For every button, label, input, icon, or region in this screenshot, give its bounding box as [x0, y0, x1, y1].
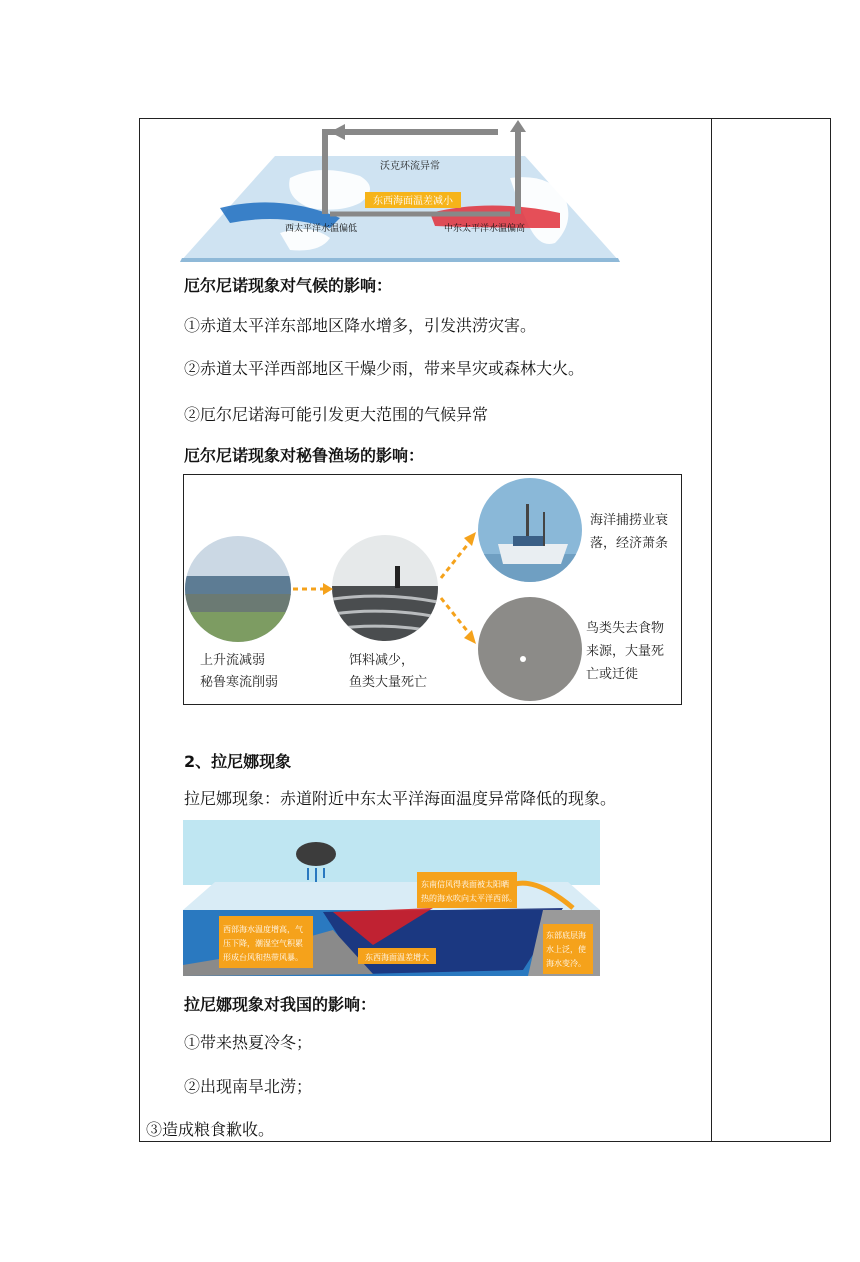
west-label-line-3: 形成台风和热带风暴。 [223, 953, 303, 962]
fish-caption-line-1: 饵料减少， [349, 653, 415, 668]
lanina-china-item-2: ②出现南旱北涝； [184, 1077, 313, 1096]
elnino-climate-item-2: ②赤道太平洋西部地区干燥少雨，带来旱灾或森林大火。 [184, 359, 585, 378]
elnino-climate-item-3: ②厄尔尼诺海可能引发更大范围的气候异常 [184, 405, 489, 424]
sky-area [183, 820, 600, 885]
fishing-caption-line-1: 海洋捕捞业衰 [590, 513, 669, 528]
lanina-section-title: 2、拉尼娜现象 [184, 752, 292, 771]
peru-fishery-diagram [183, 474, 682, 705]
elnino-climate-item-1: ①赤道太平洋东部地区降水增多，引发洪涝灾害。 [184, 316, 537, 335]
trade-wind-label-line-1: 东南信风得表面被太阳晒 [421, 880, 509, 889]
arrow-left-icon [330, 124, 345, 140]
lanina-china-item-3: ③造成粮食歉收。 [146, 1120, 275, 1139]
elnino-fishery-heading: 厄尔尼诺现象对秘鲁渔场的影响： [184, 446, 425, 465]
birds-caption-line-1: 鸟类失去食物 [586, 621, 665, 636]
storm-cloud-icon [296, 842, 336, 866]
walker-circulation-label: 沃克环流异常 [380, 161, 440, 172]
east-label-line-2: 水上泛，使 [546, 945, 586, 954]
fish-caption-line-2: 鱼类大量死亡 [349, 675, 428, 690]
east-label-line-3: 海水变冷。 [546, 959, 586, 968]
upwelling-caption-line-2: 秘鲁寒流削弱 [200, 675, 279, 690]
lanina-china-heading: 拉尼娜现象对我国的影响： [184, 995, 377, 1014]
elnino-climate-heading: 厄尔尼诺现象对气候的影响： [184, 276, 393, 295]
lanina-diagram [183, 820, 600, 978]
birds-caption-line-3: 亡或迁徙 [586, 667, 639, 682]
center-label: 东西海面温差增大 [365, 953, 429, 962]
west-label-line-1: 西部海水温度增高，气 [223, 925, 303, 934]
east-pacific-label: 中东太平洋水温偏高 [444, 224, 526, 234]
west-pacific-label: 西太平洋水温偏低 [285, 224, 358, 234]
lanina-definition: 拉尼娜现象：赤道附近中东太平洋海面温度异常降低的现象。 [184, 789, 617, 808]
lanina-china-item-1: ①带来热夏冷冬； [184, 1033, 313, 1052]
birds-caption-line-2: 来源，大量死 [586, 644, 665, 659]
west-label-line-2: 压下降，潮湿空气积累 [223, 939, 303, 948]
upwelling-caption-line-1: 上升流减弱 [200, 653, 266, 668]
column-divider [711, 119, 712, 1141]
east-label-line-1: 东部底层海 [546, 931, 586, 940]
trade-wind-label-line-2: 热的海水吹向太平洋西部。 [421, 894, 517, 903]
fishing-caption-line-2: 落，经济萧条 [590, 536, 669, 551]
arrow-up-icon [510, 120, 526, 132]
temperature-difference-label: 东西海面温差减小 [373, 196, 453, 207]
walker-circulation-diagram [180, 118, 625, 264]
